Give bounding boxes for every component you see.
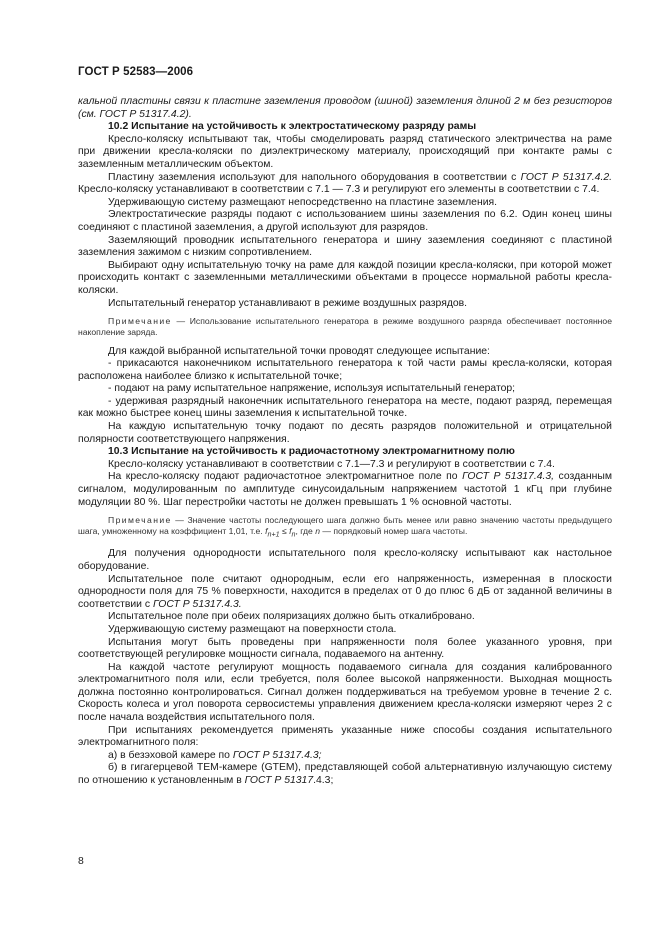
- standard-reference: ГОСТ Р 51317: [244, 775, 314, 787]
- page-number: 8: [78, 856, 84, 867]
- paragraph: Для каждой выбранной испытательной точки проводят следующее испытание:: [108, 345, 490, 357]
- note-text: — порядковый номер шага частоты.: [319, 526, 468, 537]
- note-label: Примечание: [108, 316, 172, 327]
- formula-n: n: [315, 526, 320, 537]
- standard-reference: ГОСТ Р 51317.4.3;: [232, 749, 322, 761]
- document-header: ГОСТ Р 52583—2006: [78, 66, 194, 78]
- paragraph: На каждую испытательную точку подают по десять разрядов положительной и отрицательной полярности соответствующего напряжения.: [78, 421, 612, 445]
- note-text: , где: [295, 526, 316, 537]
- paragraph-text: созданным сигналом, модулированным по амплитуде синусоидальным напряжением частотой 1 кГц при глубине модуляции 80 %. Шаг перестройки частоты не должен превышать 1 % основной частоты.: [78, 471, 612, 508]
- list-item: [78, 762, 612, 787]
- paragraph: Удерживающую систему размещают на поверхности стола.: [108, 623, 397, 635]
- formula-subscript: n+1: [267, 531, 280, 540]
- standard-reference: ГОСТ Р 51317.4.3.: [152, 598, 242, 610]
- paragraph: Заземляющий проводник испытательного генератора и шину заземления соединяют с пластиной заземления зажимом с низким сопротивлением.: [78, 234, 612, 259]
- note-text: — Использование испытательного генератора в режиме воздушного разряда обеспечивает постоянное накопление заряда.: [78, 316, 612, 338]
- paragraph-text: Испытательное поле считают однородным, если его напряженность, измеренная в плоскости однородности поля для 75 % поверхности, находится в пределах от 0 до плюс 6 дБ от заданной величины в соответствии с: [78, 573, 612, 610]
- note: [78, 316, 612, 338]
- standard-reference: ГОСТ Р 51317.4.2.: [520, 171, 612, 183]
- note-text: — Значение частоты последующего шага должно быть менее или равно значению частоты предыдущего шага, умноженному на коэффициент 1,01, т.е.: [78, 515, 612, 537]
- list-item: [78, 750, 612, 763]
- paragraph: Удерживающую систему размещают непосредственно на пластине заземления.: [108, 196, 498, 208]
- paragraph: Испытательное поле при обеих поляризациях должно быть откалибровано.: [108, 611, 475, 623]
- note-label: Примечание: [108, 515, 172, 526]
- standard-reference: ГОСТ Р 51317.4.3,: [462, 471, 555, 483]
- paragraph: На каждой частоте регулируют мощность подаваемого сигнала для создания калиброванного электромагнитного поля или, если требуется, поля более высокой напряженности. Выходная мощность должна постоянно контролироваться. Сигнал должен поддерживаться на требуемом уровне в течение 2 с. Скорость колеса и угол поворота сервосистемы управления движением кресла-коляски измеряют через 2 с после начала воздействия испытательного поля.: [78, 661, 612, 724]
- paragraph: Кресло-коляску устанавливают в соответствии с 7.1—7.3 и регулируют в соответствии с 7.4.: [108, 458, 555, 470]
- section-heading-10-2: 10.2 Испытание на устойчивость к электростатическому разряду рамы: [108, 121, 477, 133]
- formula-operator: ≤: [279, 526, 290, 537]
- paragraph: Испытания могут быть проведены при напряженности поля более указанного уровня, при соответствующей регулировке мощности сигнала, подаваемого на антенну.: [78, 636, 612, 661]
- list-item-text: б) в гигагерцевой ТЕМ-камере (GTEM), представляющей собой альтернативную излучающую систему по отношению к установленным в: [78, 762, 612, 787]
- paragraph-text: На кресло-коляску подают радиочастотное электромагнитное поле по: [108, 471, 463, 483]
- note: [78, 515, 612, 541]
- list-item-text: а) в безэховой камере по: [108, 749, 233, 761]
- formula-f: f: [289, 526, 292, 537]
- list-item-text: .4.3;: [313, 775, 334, 787]
- paragraph: Для получения однородности испытательного поля кресло-коляску испытывают как настольное оборудование.: [78, 548, 612, 572]
- paragraph-text: Кресло-коляску устанавливают в соответствии с 7.1 — 7.3 и регулируют его элементы в соответствии с 7.4.: [78, 184, 600, 196]
- paragraph: Электростатические разряды подают с использованием шины заземления по 6.2. Один конец шины соединяют с пластиной заземления, а другой используют для разрядов.: [78, 209, 612, 233]
- paragraph-continuation: кальной пластины связи к пластине заземления проводом (шиной) заземления длиной 2 м без резисторов (см. ГОСТ Р 51317.4.2).: [78, 96, 612, 120]
- paragraph: [78, 471, 612, 509]
- formula-subscript: n: [291, 531, 296, 540]
- paragraph: При испытаниях рекомендуется применять указанные ниже способы создания испытательного электромагнитного поля:: [78, 724, 612, 749]
- paragraph: [78, 172, 612, 197]
- paragraph: Кресло-коляску испытывают так, чтобы смоделировать разряд статического электричества на раме при движении кресла-коляски по диэлектрическому материалу, происходящий при контакте рамы с заземленным металлическим объектом.: [78, 133, 612, 170]
- list-item: - удерживая разрядный наконечник испытательного генератора на месте, подают разряд, перемещая как можно быстрее конец шины заземления к испытательной точке.: [78, 395, 612, 420]
- paragraph: Выбирают одну испытательную точку на раме для каждой позиции кресла-коляски, при которой может происходить контакт с заземленными металлическими объектами в процессе нормальной работы кресла-коляски.: [78, 259, 612, 296]
- document-body: [78, 96, 612, 788]
- list-item: - подают на раму испытательное напряжение, используя испытательный генератор;: [108, 383, 516, 395]
- formula-f: f: [265, 526, 268, 537]
- paragraph: Испытательный генератор устанавливают в режиме воздушных разрядов.: [108, 297, 468, 309]
- section-heading-10-3: 10.3 Испытание на устойчивость к радиочастотному электромагнитному полю: [108, 446, 515, 458]
- paragraph: [78, 574, 612, 612]
- paragraph-text: Пластину заземления используют для напольного оборудования в соответствии с: [108, 171, 521, 183]
- list-item: - прикасаются наконечником испытательного генератора к той части рамы кресла-коляски, которая расположена наиболее близко к испытательной точке;: [78, 358, 612, 382]
